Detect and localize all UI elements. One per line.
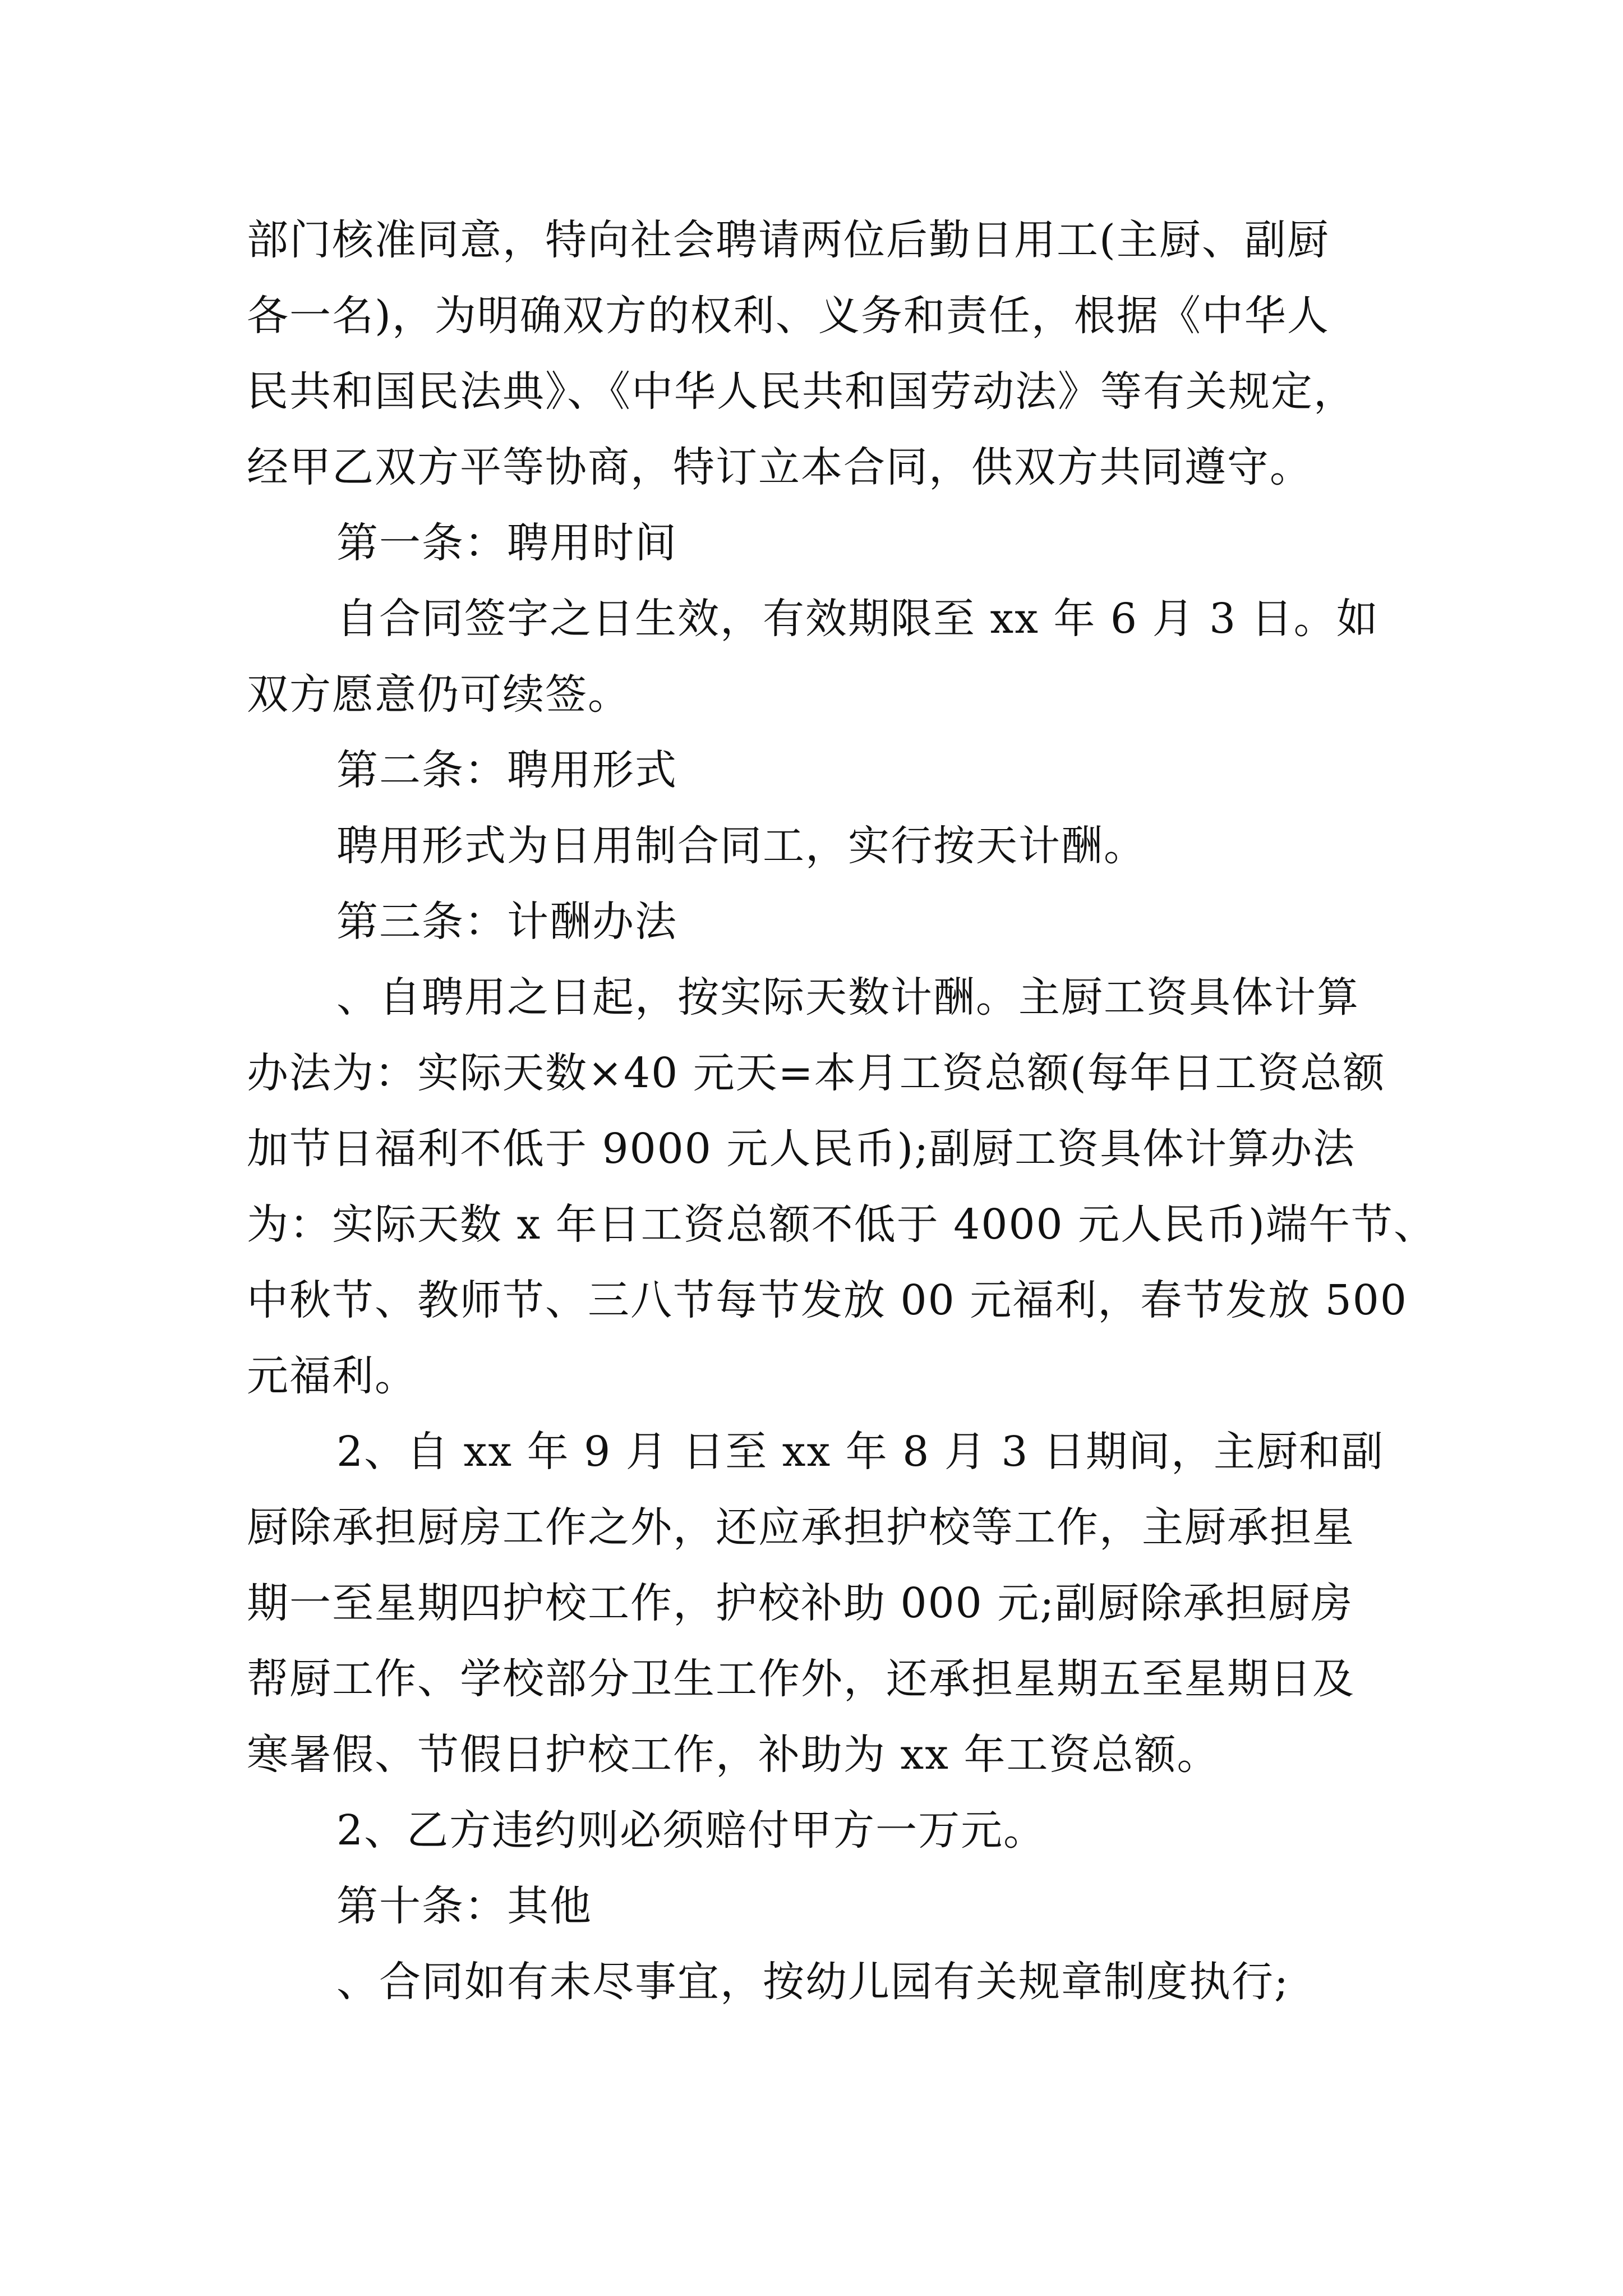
paragraph-line: 加节日福利不低于 9000 元人民币);副厨工资具体计算办法: [247, 1125, 1356, 1173]
paragraph-line: 民共和国民法典》、《中华人民共和国劳动法》等有关规定，: [247, 367, 1356, 416]
section-heading: 第三条：计酬办法: [336, 898, 677, 946]
section-heading: 第二条：聘用形式: [336, 746, 677, 794]
paragraph-line: 期一至星期四护校工作，护校补助 000 元;副厨除承担厨房: [247, 1579, 1354, 1627]
paragraph-line: 各一名)，为明确双方的权利、义务和责任，根据《中华人: [247, 292, 1330, 340]
section-heading: 第十条：其他: [336, 1882, 592, 1930]
paragraph-line: 2、乙方违约则必须赔付甲方一万元。: [336, 1806, 1046, 1855]
paragraph-line: 双方愿意仍可续签。: [247, 670, 630, 719]
paragraph-line: 帮厨工作、学校部分卫生工作外，还承担星期五至星期日及: [247, 1655, 1355, 1703]
paragraph-line: 寒暑假、节假日护校工作，补助为 xx 年工资总额。: [247, 1731, 1220, 1779]
paragraph-line: 为：实际天数 x 年日工资总额不低于 4000 元人民币)端午节、: [247, 1200, 1437, 1249]
paragraph-line: 经甲乙双方平等协商，特订立本合同，供双方共同遵守。: [247, 443, 1312, 491]
paragraph-line: 聘用形式为日用制合同工，实行按天计酬。: [336, 822, 1146, 870]
paragraph-line: 元福利。: [247, 1352, 417, 1400]
paragraph-line: 、合同如有未尽事宜，按幼儿园有关规章制度执行;: [336, 1958, 1289, 2006]
paragraph-line: 中秋节、教师节、三八节每节发放 00 元福利，春节发放 500: [247, 1276, 1408, 1324]
paragraph-line: 2、自 xx 年 9 月 日至 xx 年 8 月 3 日期间，主厨和副: [336, 1428, 1385, 1476]
section-heading: 第一条：聘用时间: [336, 519, 677, 567]
paragraph-line: 厨除承担厨房工作之外，还应承担护校等工作，主厨承担星: [247, 1503, 1355, 1552]
paragraph-line: 部门核准同意，特向社会聘请两位后勤日用工(主厨、副厨: [247, 216, 1330, 264]
paragraph-line: 、自聘用之日起，按实际天数计酬。主厨工资具体计算: [336, 973, 1359, 1022]
paragraph-line: 办法为：实际天数×40 元天=本月工资总额(每年日工资总额: [247, 1049, 1386, 1097]
paragraph-line: 自合同签字之日生效，有效期限至 xx 年 6 月 3 日。如: [336, 595, 1379, 643]
